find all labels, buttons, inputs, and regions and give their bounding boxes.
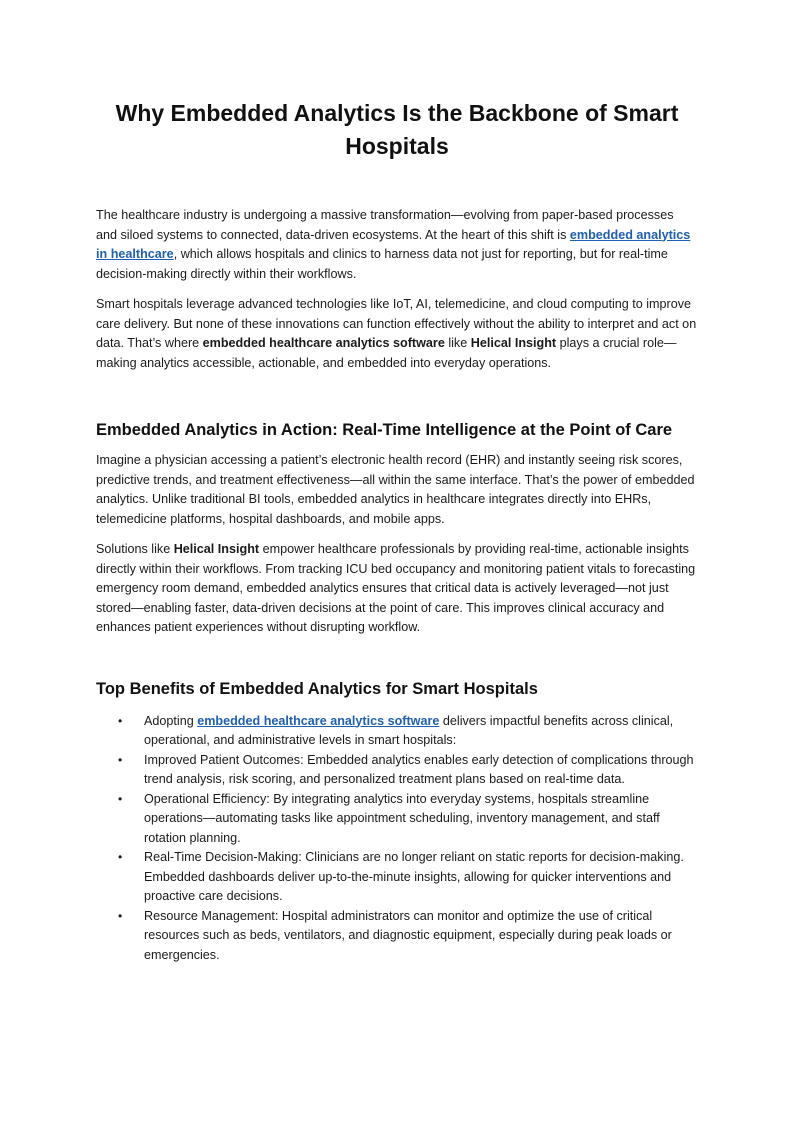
list-item-1-text-before: Adopting bbox=[144, 713, 198, 728]
list-item-1-text-after: delivers impactful benefits across clinical, operational, and administrative levels in smart hospitals: bbox=[144, 713, 674, 747]
page-title: Why Embedded Analytics Is the Backbone of Smart Hospitals bbox=[115, 100, 679, 159]
bullet-icon: • bbox=[118, 752, 123, 767]
list-item-2-text: Improved Patient Outcomes: Embedded analytics enables early detection of complications through trend analysis, risk scoring, and personalized treatment plans based on real-time data. bbox=[144, 752, 694, 786]
bullet-icon: • bbox=[118, 713, 123, 728]
intro-p2-text-1: Smart hospitals leverage advanced technologies like IoT, AI, telemedicine, and cloud computing to improve care delivery. But none of these innovations can function effectively without the ability to interpret and act on data. That’s where bbox=[96, 297, 697, 350]
document-body bbox=[96, 206, 698, 965]
bullet-icon: • bbox=[118, 791, 123, 806]
intro-p1-text-after: , which allows hospitals and clinics to harness data not just for reporting, but for real-time decision-making directly within their workflows. bbox=[96, 247, 668, 281]
section-1-paragraph-1: Imagine a physician accessing a patient’s electronic health record (EHR) and instantly seeing risk scores, predictive trends, and treatment effectiveness—all within the same interface. That’s the power of embedded analytics. Unlike traditional BI tools, embedded analytics in healthcare integrates directly into EHRs, telemedicine platforms, hospital dashboards, and mobile apps. bbox=[96, 453, 695, 526]
list-item bbox=[96, 907, 698, 966]
bullet-icon: • bbox=[118, 908, 123, 923]
section-1-p2-text-2: empower healthcare professionals by providing real-time, actionable insights directly within their workflows. From tracking ICU bed occupancy and monitoring patient vitals to forecasting emergency room demand, embedded analytics ensures that critical data is actively leveraged—not just stored—enabling faster, data-driven decisions at the point of care. This improves clinical accuracy and enhances patient experiences without disrupting workflow. bbox=[96, 542, 696, 634]
intro-p2-bold-software: embedded healthcare analytics software bbox=[202, 336, 445, 350]
list-item bbox=[96, 751, 698, 790]
benefits-list bbox=[96, 712, 698, 966]
embedded-healthcare-analytics-software-link[interactable]: embedded healthcare analytics software bbox=[197, 713, 440, 728]
intro-paragraph-2 bbox=[96, 295, 698, 373]
intro-p2-bold-helical: Helical Insight bbox=[470, 336, 557, 350]
section-1-heading: Embedded Analytics in Action: Real-Time Intelligence at the Point of Care bbox=[96, 421, 673, 439]
bullet-icon: • bbox=[118, 850, 123, 864]
list-item bbox=[96, 848, 698, 907]
section-1-p2-text-1: Solutions like bbox=[96, 542, 174, 556]
list-item-5-text: Resource Management: Hospital administrators can monitor and optimize the use of critical resources such as beds, ventilators, and diagnostic equipment, especially during peak loads or emergencies. bbox=[144, 908, 672, 962]
section-1-p2-bold-helical: Helical Insight bbox=[173, 542, 260, 556]
section-1-paragraph-2 bbox=[96, 540, 698, 638]
section-2-heading: Top Benefits of Embedded Analytics for Smart Hospitals bbox=[96, 679, 538, 698]
list-item bbox=[96, 790, 698, 849]
intro-paragraph-1 bbox=[96, 206, 698, 284]
list-item-3-text: Operational Efficiency: By integrating analytics into everyday systems, hospitals streamline operations—automating tasks like appointment scheduling, inventory management, and staff rotation planning. bbox=[144, 791, 660, 845]
list-item bbox=[96, 712, 698, 751]
intro-p2-text-3: plays a crucial role—making analytics accessible, actionable, and embedded into everyday operations. bbox=[96, 336, 677, 370]
intro-p2-text-2: like bbox=[444, 336, 471, 350]
list-item-4-text: Real-Time Decision-Making: Clinicians are no longer reliant on static reports for decision-making. Embedded dashboards deliver up-to-the-minute insights, allowing for quicker interventions and proactive care decisions. bbox=[144, 850, 684, 903]
intro-p1-text-before: The healthcare industry is undergoing a massive transformation—evolving from paper-based processes and siloed systems to connected, data-driven ecosystems. At the heart of this shift is bbox=[96, 208, 674, 242]
embedded-analytics-in-healthcare-link[interactable]: embedded analytics in healthcare bbox=[96, 227, 691, 261]
